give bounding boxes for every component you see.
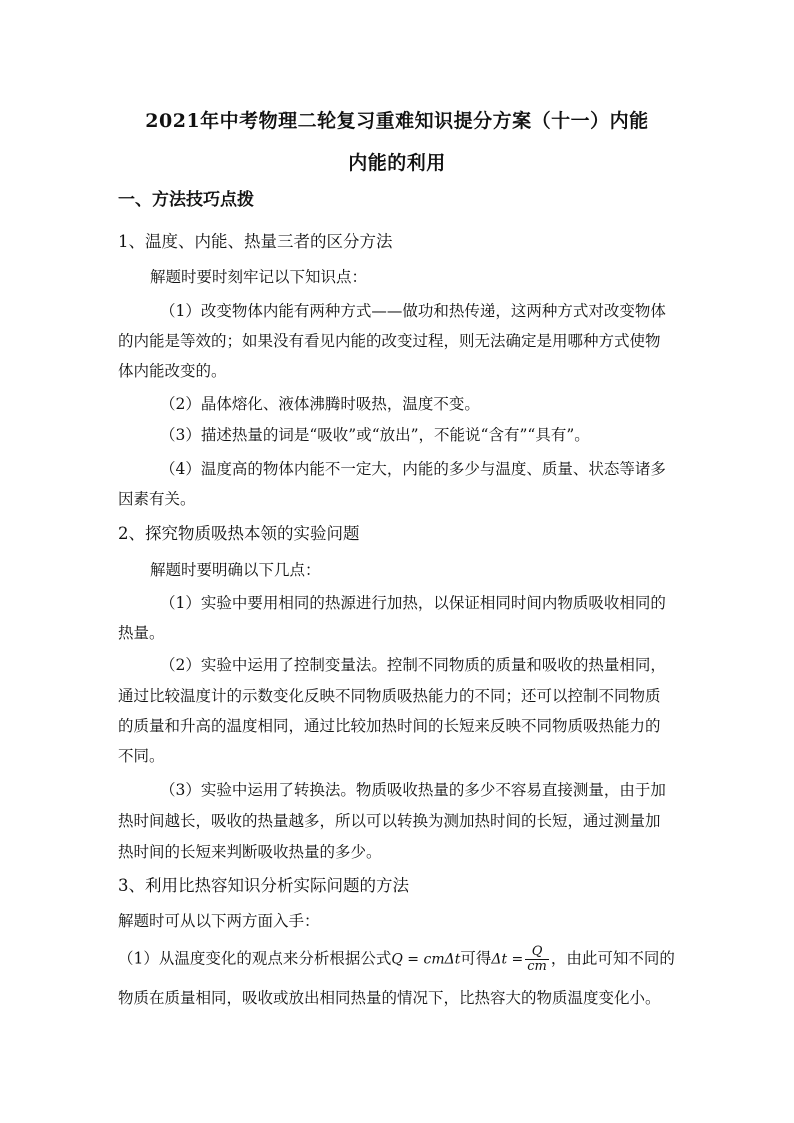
paragraph: 通过比较温度计的示数变化反映不同物质吸热能力的不同；还可以控制不同物质 (118, 687, 661, 705)
fraction-numerator: Q (525, 945, 549, 960)
paragraph: （2）实验中运用了控制变量法。控制不同物质的质量和吸收的热量相同， (160, 656, 666, 674)
paragraph: （2）晶体熔化、液体沸腾时吸热，温度不变。 (160, 395, 480, 413)
paragraph: 的质量和升高的温度相同，通过比较加热时间的长短来反映不同物质吸热能力的 (118, 717, 661, 735)
formula-heat: Q = cmΔt (391, 951, 461, 968)
paragraph: 体内能改变的。 (118, 362, 227, 380)
paragraph: 物质在质量相同，吸收或放出相同热量的情况下，比热容大的物质温度变化小。 (118, 989, 661, 1007)
paragraph: （1）实验中要用相同的热源进行加热，以保证相同时间内物质吸收相同的 (160, 594, 666, 612)
paragraph: （1）改变物体内能有两种方式——做功和热传递，这两种方式对改变物体 (160, 302, 666, 320)
formula-line (118, 945, 675, 974)
paragraph: （4）温度高的物体内能不一定大，内能的多少与温度、质量、状态等诸多 (160, 460, 666, 478)
paragraph: 的内能是等效的；如果没有看见内能的改变过程，则无法确定是用哪种方式使物 (118, 332, 661, 350)
section-heading-1: 一、方法技巧点拨 (118, 190, 254, 210)
paragraph: 热量。 (118, 624, 165, 642)
paragraph: （3）实验中运用了转换法。物质吸收热量的多少不容易直接测量，由于加 (160, 781, 666, 799)
paragraph-text: （1）从温度变化的观点来分析根据公式 (118, 949, 392, 968)
doc-title-line1: 2021年中考物理二轮复习重难知识提分方案（十一）内能 (145, 110, 649, 132)
paragraph: （3）描述热量的词是“吸收”或“放出”，不能说“含有”“具有”。 (160, 426, 590, 444)
paragraph: 不同。 (118, 747, 165, 765)
subheading-1: 1、温度、内能、热量三者的区分方法 (118, 232, 393, 251)
paragraph-text: 可得 (460, 949, 492, 968)
fraction-denominator: cm (527, 959, 547, 974)
subheading-3: 3、利用比热容知识分析实际问题的方法 (118, 876, 409, 895)
paragraph: 热时间的长短来判断吸收热量的多少。 (118, 843, 382, 861)
fraction (525, 945, 549, 974)
paragraph: 解题时要时刻牢记以下知识点： (150, 268, 368, 286)
subheading-2: 2、探究物质吸热本领的实验问题 (118, 524, 360, 543)
doc-title-line2: 内能的利用 (348, 152, 446, 174)
paragraph-text: ，由此可知不同的 (550, 949, 675, 968)
paragraph: 因素有关。 (118, 490, 196, 508)
paragraph: 解题时要明确以下几点： (150, 561, 321, 579)
formula-delta-t: Δt = (491, 951, 524, 968)
paragraph: 解题时可从以下两方面入手： (118, 912, 320, 930)
paragraph: 热时间越长，吸收的热量越多，所以可以转换为测加热时间的长短，通过测量加 (118, 812, 661, 830)
